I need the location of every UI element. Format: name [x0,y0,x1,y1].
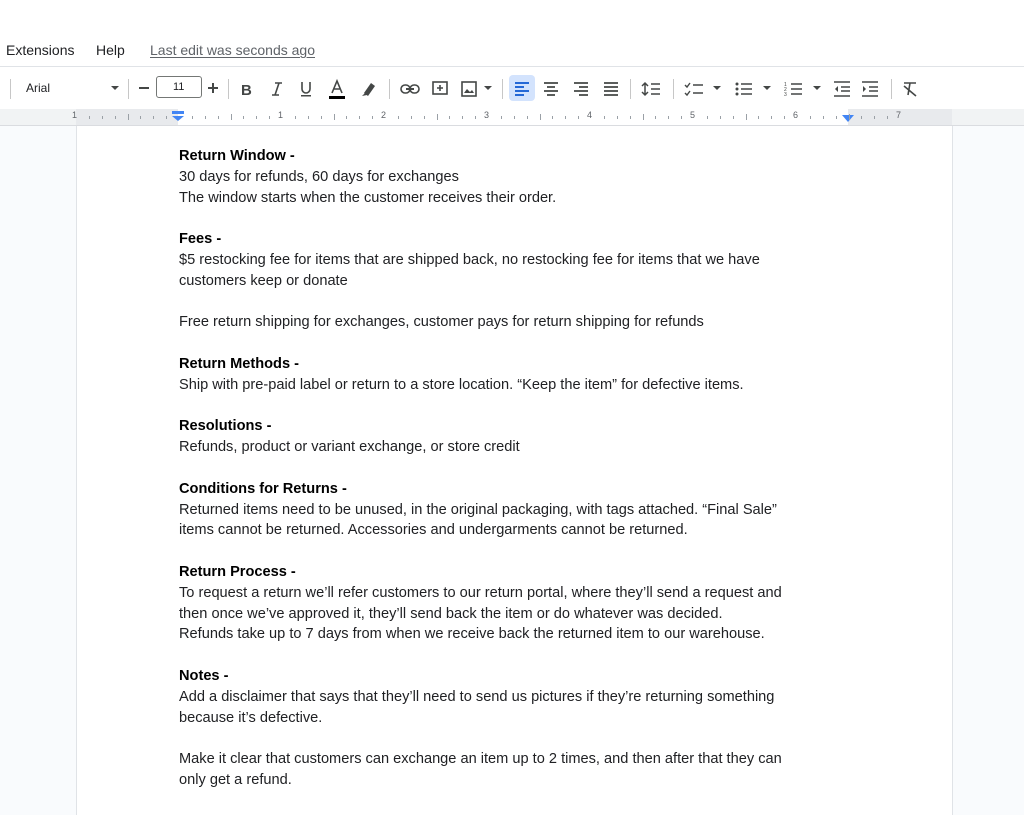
ruler-tick [192,116,193,119]
chevron-down-icon[interactable] [482,83,494,93]
image-icon[interactable] [459,79,479,99]
toolbar-divider [891,79,892,99]
ruler-tick [604,116,605,119]
ruler-tick [540,114,541,120]
section-heading: Notes - [179,667,229,684]
ruler-tick [643,114,644,120]
ruler-tick [655,116,656,119]
ruler-number: 1 [278,110,284,120]
paragraph-line: 30 days for refunds, 60 days for exchanges [179,168,459,185]
ruler-tick [115,116,116,119]
ruler-tick [218,116,219,119]
ruler-tick [308,116,309,119]
increase-indent-icon[interactable] [860,79,880,99]
section-heading: Return Window - [179,148,295,164]
ruler-tick [758,116,759,119]
ruler-tick [295,116,296,119]
ruler-tick [140,116,141,119]
plus-icon[interactable] [205,80,221,96]
right-indent-marker-icon[interactable] [841,114,855,123]
blank-line [179,541,839,562]
document-body[interactable] [179,146,839,791]
ruler-tick [784,116,785,119]
ruler-number: 7 [896,110,902,120]
paragraph-line: Ship with pre-paid label or return to a store location. “Keep the item” for defective items. [179,376,744,393]
ruler-tick [849,114,850,120]
checklist-icon[interactable] [683,79,705,99]
minus-icon[interactable] [136,80,152,96]
ruler-tick [874,116,875,119]
text-color-icon[interactable] [325,77,349,101]
indent-marker-icon[interactable] [171,110,185,122]
ruler-tick [552,116,553,119]
svg-text:3: 3 [784,92,787,97]
section-heading: Fees - [179,231,222,248]
section-heading: Return Methods - [179,355,299,372]
ruler-tick [411,116,412,119]
chevron-down-icon[interactable] [761,83,773,93]
ruler-tick [630,116,631,119]
ruler-tick [269,116,270,119]
ruler-tick [617,116,618,119]
paragraph-line: To request a return we’ll refer customers to our return portal, where they’ll send a request and [179,584,782,601]
ruler-tick [437,114,438,120]
clear-formatting-icon[interactable] [900,79,920,99]
underline-icon[interactable] [296,79,316,99]
align-right-icon[interactable] [571,79,591,99]
toolbar [0,66,1024,110]
toolbar-divider [673,79,674,99]
paragraph-line: Add a disclaimer that says that they’ll need to send us pictures if they’re returning something [179,688,775,705]
ruler-left-margin [76,109,178,125]
chevron-down-icon[interactable] [711,83,723,93]
font-family-select[interactable]: Arial [26,81,51,95]
ruler-tick [810,116,811,119]
highlight-icon[interactable] [359,79,379,99]
paragraph-line: $5 restocking fee for items that are shipped back, no restocking fee for items that we have [179,251,760,268]
bold-icon[interactable] [236,79,256,99]
ruler-tick [243,116,244,119]
toolbar-divider [10,79,11,99]
ruler-tick [887,116,888,119]
ruler-tick [771,116,772,119]
ruler-tick [89,116,90,119]
ruler-tick [746,114,747,120]
ruler-tick [346,116,347,119]
ruler-tick [321,116,322,119]
paragraph-line: Make it clear that customers can exchange an item up to 2 times, and then after that they can [179,751,782,768]
ruler-number: 4 [587,110,593,120]
blank-line [179,458,839,479]
menu-bar [0,0,1024,66]
svg-text:2: 2 [784,87,787,93]
ruler-tick [424,116,425,119]
ruler-tick [359,116,360,119]
blank-line [179,728,839,749]
ruler-number: 5 [690,110,696,120]
ruler-tick [668,116,669,119]
paragraph-line: The window starts when the customer receives their order. [179,189,557,206]
menu-help[interactable]: Help [96,42,125,58]
section-heading: Return Process - [179,563,296,580]
ruler-number: 2 [381,110,387,120]
paragraph-line: customers keep or donate [179,272,348,289]
blank-line [179,333,839,354]
section-heading: Resolutions - [179,418,272,435]
ruler-tick [256,116,257,119]
ruler-tick [398,116,399,119]
menu-extensions[interactable]: Extensions [6,42,75,58]
decrease-indent-icon[interactable] [832,79,852,99]
ruler-tick [514,116,515,119]
paragraph-line: items cannot be returned. Accessories and undergarments cannot be returned. [179,522,688,539]
ruler-tick [501,116,502,119]
paragraph-line: because it’s defective. [179,709,323,726]
ruler-tick [166,116,167,119]
chevron-down-icon[interactable] [811,83,823,93]
section-heading: Conditions for Returns - [179,480,347,497]
chevron-down-icon[interactable] [109,83,121,93]
ruler-tick [102,116,103,119]
ruler-tick [565,116,566,119]
ruler-tick [681,116,682,119]
toolbar-divider [228,79,229,99]
align-left-icon[interactable] [512,79,532,99]
blank-line [179,208,839,229]
italic-icon[interactable] [267,79,287,99]
ruler-tick [836,116,837,119]
ruler-tick [823,116,824,119]
paragraph-line: only get a refund. [179,771,292,788]
ruler-number: 1 [72,110,78,120]
line-spacing-icon[interactable] [640,79,662,99]
ruler-tick [578,116,579,119]
blank-line [179,645,839,666]
ruler-tick [861,116,862,119]
toolbar-divider [128,79,129,99]
blank-line [179,396,839,417]
comment-icon[interactable] [430,79,450,99]
align-center-icon[interactable] [541,79,561,99]
ruler-number: 3 [484,110,490,120]
ruler [0,109,1024,126]
paragraph-line: Refunds take up to 7 days from when we receive back the returned item to our warehouse. [179,626,765,643]
ruler-tick [449,116,450,119]
svg-text:1: 1 [784,82,787,88]
font-size-value: 11 [173,81,185,93]
ruler-tick [733,116,734,119]
align-justify-icon[interactable] [601,79,621,99]
paragraph-line: then once we’ve approved it, they’ll send back the item or do whatever was decided. [179,605,723,622]
ruler-number: 6 [793,110,799,120]
last-edit-link[interactable]: Last edit was seconds ago [150,42,315,58]
ruler-tick [334,114,335,120]
ruler-tick [475,116,476,119]
ruler-tick [527,116,528,119]
paragraph-line: Free return shipping for exchanges, customer pays for return shipping for refunds [179,314,704,331]
bulleted-list-icon[interactable] [733,79,755,99]
ruler-tick [372,116,373,119]
toolbar-divider [389,79,390,99]
ruler-tick [231,114,232,120]
svg-text:B: B [241,82,252,97]
ruler-tick [720,116,721,119]
link-icon[interactable] [399,79,421,99]
ruler-tick [707,116,708,119]
ruler-tick [205,116,206,119]
paragraph-line: Returned items need to be unused, in the original packaging, with tags attached. “Final Sale” [179,501,777,518]
ruler-tick [128,114,129,120]
toolbar-divider [502,79,503,99]
ruler-tick [153,116,154,119]
paragraph-line: Refunds, product or variant exchange, or store credit [179,439,520,456]
numbered-list-icon[interactable] [783,79,805,99]
toolbar-divider [630,79,631,99]
ruler-tick [462,116,463,119]
blank-line [179,292,839,313]
